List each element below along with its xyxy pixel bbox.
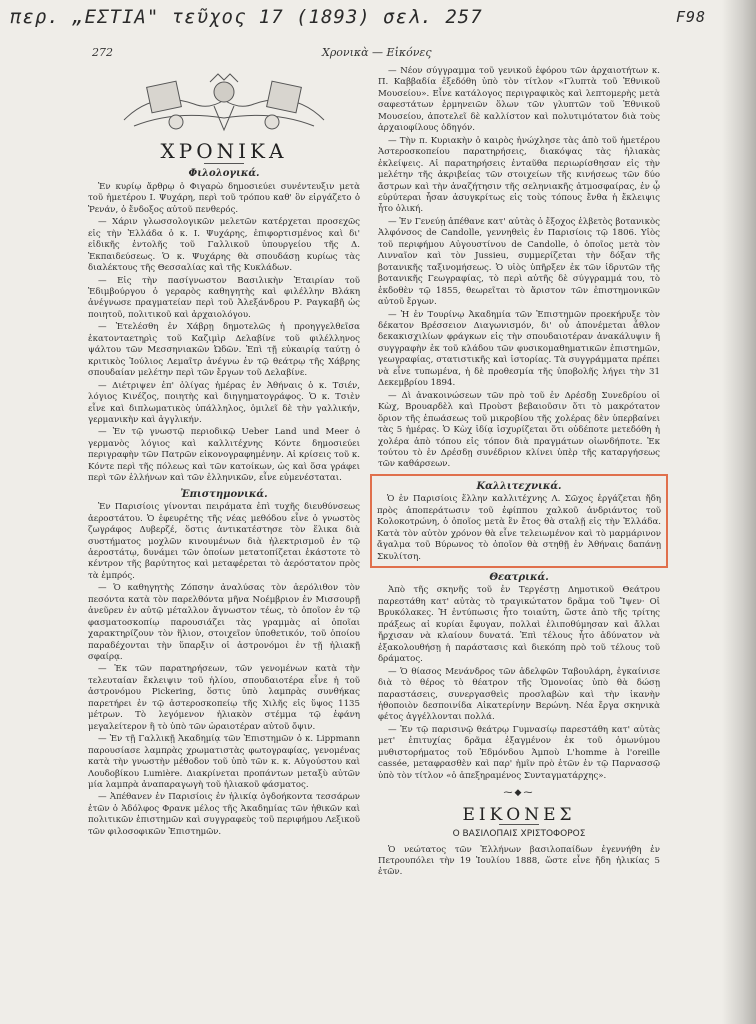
running-head: Χρονικὰ — Εἰκόνες xyxy=(322,46,432,59)
paragraph: — Νέον σύγγραμμα τοῦ γενικοῦ ἐφόρου τῶν ἀρχαιοτήτων κ. Π. Καββαδία ἐξεδόθη ὑπὸ τὸν τίτλον «Γλυπτὰ τοῦ Ἐθνικοῦ Μουσείου». Εἶνε κατάλογος περιγραφικὸς καὶ λεπτομερὴς μετὰ σαφεστάτων ἑρμηνειῶν ὅλων τῶν γλυπτῶν τοῦ Ἐθνικοῦ Μουσείου, ἀποτελεῖ δὲ καλλίστον καὶ πολυτιμότατον διὰ τοὺς ἀρχαιοφίλους ὁδηγόν. xyxy=(378,66,660,134)
archive-code: F98 xyxy=(676,8,707,26)
paragraph: Ἐν Παρισίοις γίνονται πειράματα ἐπὶ τυχῆς διευθύνσεως ἀεροστάτου. Ὁ ἐφευρέτης τῆς νέας μεθόδου εἶνε ὁ γνωστὸς ζωγράφος Δυβερζέ, ὅστις ἀντικατέστησε τὸν ἕλικα διὰ συστήματος μοχλῶν κινουμένων διὰ ἠλεκτρισμοῦ ἐν τῷ ἀεροστάτῳ, δυνάμει τῶν ὁποίων μετατοπίζεται ἐκάστοτε τὸ κέντρον τῆς βαρύτητος καὶ μεταφέρεται τὸ ἀερόστατον πρὸς τὰ ἐμπρός. xyxy=(88,502,360,581)
heading-science: Ἐπιστημονικά. xyxy=(180,488,268,500)
paragraph: Ἀπὸ τῆς σκηνῆς τοῦ ἐν Τεργέστῃ Δημοτικοῦ Θεάτρου παρεστάθη κατ' αὐτὰς τὸ τραγικώτατον δρᾶμα τοῦ Ἴψεν· Οἱ Βρυκόλακες. Ἡ ἐντύπωσις ἦτο τοιαύτη, ὥστε ἀπὸ τῆς τρίτης πράξεως αἱ κυρίαι ἔφυγαν, πολλαὶ ἐλιποθύμησαν καὶ ἄλλαι ἤρχισαν νὰ κλαίουν δυνατά. Ἐπὶ τέλους ἦτο ἀδύνατον νὰ ἐξακολουθήσῃ ἡ παράστασις καὶ διεκόπη πρὸ τοῦ τέλους τοῦ δράματος. xyxy=(378,585,660,665)
paragraph: — Ἐκ τῶν παρατηρήσεων, τῶν γενομένων κατὰ τὴν τελευταίαν ἔκλειψιν τοῦ ἡλίου, σπουδαιοτέρα εἶνε ἡ τοῦ ἀστρονόμου Pickering, ὅστις ὑπὸ λαμπρὰς συνθήκας παρετήρει ἐν τῷ ἀστεροσκοπείῳ τῆς Χιλῆς εἰς ὕψος 1135 μέτρων. Τὸ λεγόμενον ἡλιακὸν στέμμα τῷ ἐφάνη μεγαλείτερον ἢ τὸ ὑπὸ τῶν ὡραιοτέραν αὐτοῦ ὄψιν. xyxy=(88,664,360,732)
paragraph: Ὁ νεώτατος τῶν Ἑλλήνων βασιλοπαίδων ἐγεννήθη ἐν Πετρουπόλει τὴν 19 Ἰουλίου 1888, ὥστε εἶνε ἤδη ἡλικίας 5 ἐτῶν. xyxy=(378,844,660,878)
paragraph: — Ὁ καθηγητὴς Ζόπσην ἀναλύσας τὸν ἀερόλιθον τὸν πεσόντα κατὰ τὸν παρελθόντα μῆνα Νοέμβριον ἐν Μισσουρῇ ἀνεῦρεν ἐν αὐτῷ μέταλλον ἄγνωστον τέως, τὸ ὁποῖον ἐν τῷ φασματοσκοπίῳ παρουσιάζει τὰς γραμμὰς αἱ ὁποῖαι χαρακτηρίζουν τὸν ἥλιον, στοιχεῖον ὑποθετικόν, τοῦ ὁποίου παραδέχονται τὴν ὕπαρξιν οἱ ἀστρονόμοι ἐν τῇ ἡλιακῇ σφαίρᾳ. xyxy=(88,583,360,663)
paragraph: — Ἐτελέσθη ἐν Χάβρῃ δημοτελῶς ἡ προηγγελθεῖσα ἑκατονταετηρὶς τοῦ Καζιμὶρ Δελαβίνε τοῦ φιλέλληνος ψάλτου τῶν Μεσσηνιακῶν Ὠδῶν. Ἐπὶ τῇ εὐκαιρίᾳ ταύτῃ ὁ κριτικὸς Ἰούλιος Λεμαῖτρ ἀνέγνω ἐν τῷ θεάτρῳ τῆς Χάβρης σπουδαίαν μελέτην περὶ τῶν ἔργων τοῦ Δελαβίνε. xyxy=(88,322,360,379)
page-number: 272 xyxy=(92,46,113,59)
heading-fine-arts: Καλλιτεχνικά. xyxy=(476,480,562,492)
paragraph: — Διέτριψεν ἐπ' ὀλίγας ἡμέρας ἐν Ἀθήναις ὁ κ. Τσιέν, λόγιος Κινέζος, ποιητὴς καὶ διηγηματογράφος. Ὁ κ. Τσιὲν εἶνε καὶ διπλωματικὸς ὑπάλληλος, ὁμιλεῖ δὲ τὴν γαλλικήν, γερμανικὴν καὶ ἀγγλικήν. xyxy=(88,380,360,425)
left-column xyxy=(88,66,360,839)
paragraph: — Ἐν τῷ παρισινῷ θεάτρῳ Γυμνασίῳ παρεστάθη κατ' αὐτὰς μετ' ἐπιτυχίας δρᾶμα ἐξαγμένον ἐκ τοῦ ὁμωνύμου μυθιστορήματος τοῦ Ἐδμόνδου Ἀμποὺ L'homme à l'oreille cassée, μεταφρασθὲν καὶ παρ' ἡμῖν πρὸ ἐτῶν ἐν τῷ Παρνασσῷ ὑπὸ τὸν τίτλον «ὁ ἀπεξηραμένος Συνταγματάρχης». xyxy=(378,724,660,781)
eikones-subtitle: Ο ΒΑΣΙΛΟΠΑΙΣ ΧΡΙΣΤΟΦΟΡΟΣ xyxy=(452,829,586,840)
right-column xyxy=(378,66,660,880)
ornament-icon xyxy=(114,70,334,138)
ornamental-rule-icon: ⁓◆⁓ xyxy=(503,788,535,799)
paragraph: — Δὶ ἀνακοινώσεων τῶν πρὸ τοῦ ἐν Δρέσδῃ Συνεδρίου οἱ Κὼχ, Βρουαρδὲλ καὶ Προὺστ βεβαιοῦσιν ὅτι τὸ μακρότατον ὅριον τῆς ἐπωάσεως τοῦ μικροβίου τῆς χολέρας δὲν ὑπερβαίνει τὰς 5 ἡμέρας. Ὁ Κὼχ ἰδίᾳ ἰσχυρίζεται ὅτι οὐδέποτε μετεδόθη ἡ χολέρα ἀπὸ τόπου εἰς τόπον διὰ πραγμάτων οἰωνδήποτε. Ἐκ τούτου τὸ ἐν Δρέσδῃ συνέδριον κλίνει ὑπὲρ τῆς καταργήσεως τῶν καθάρσεων. xyxy=(378,390,660,470)
paragraph: Ὁ ἐν Παρισίοις ἕλλην καλλιτέχνης Λ. Σῶχος ἐργάζεται ἤδη πρὸς ἀποπεράτωσιν τοῦ ἐφίππου χαλκοῦ ἀνδριάντος τοῦ Κολοκοτρώνη, ὁ ὁποῖος μετὰ ἓν ἔτος θὰ σταλῇ εἰς τὴν Ἑλλάδα. Κατὰ τὸν αὐτὸν χρόνον θὰ εἶνε τελειωμένον καὶ τὸ μαρμάρινον ἄγαλμα τοῦ Βύρωνος τὸ ὁποῖον θὰ στηθῇ ἐν Ἀθήναις δαπάνῃ Σκυλίτση. xyxy=(377,494,661,562)
paragraph: — Ἐν Γενεύῃ ἀπέθανε κατ' αὐτὰς ὁ ἔξοχος ἐλβετὸς βοτανικὸς Ἀλφόνσος de Candolle, γεννηθεὶς ἐν Παρισίοις τῷ 1806. Υἱὸς τοῦ περιφήμου Αὐγουστίνου de Candolle, ὁ ὁποῖος μετὰ τὸν Λινναῖον καὶ τὸν Jussieu, συμμερίζεται τὴν δόξαν τῆς βοτανικῆς ταξινομήσεως. Ὁ υἱὸς ὑπῆρξεν ἐκ τῶν ἱδρυτῶν τῆς βοτανικῆς Γεωγραφίας, τὸ περὶ αὐτῆς δὲ σύγγραμμά του, τὸ ἐκδοθὲν τῷ 1855, θεωρεῖται τὸ ἄριστον τῶν ἐπιστημονικῶν αὐτοῦ ἔργων. xyxy=(378,216,660,308)
paragraph: — Εἰς τὴν πασίγνωστον Βασιλικὴν Ἑταιρίαν τοῦ Ἐδιμβούργου ὁ γεραρὸς καθηγητὴς καὶ φιλέλλην Βλάκη ἀνέγνωσε πραγματείαν περὶ τοῦ Ἀλεξάνδρου Ρ. Ραγκαβῆ ὡς ποιητοῦ, πολιτικοῦ καὶ ἀρχαιολόγου. xyxy=(88,275,360,320)
paragraph: — Ὁ θίασος Μενάνδρος τῶν ἀδελφῶν Ταβουλάρη, ἐγκαίνισε διὰ τὸ θέρος τὸ θέατρον τῆς Ὁμονοίας ὑπὸ θὰ δώσῃ παραστάσεις, συνεργασθεὶς προσλαβὼν καὶ τὴν ἱκανὴν ἠθοποιὸν δεσποινίδα Αἰκατερίνην Βερώνη. Νέα ἔργα σκηνικὰ φέτος ἀγγέλλονται πολλά. xyxy=(378,666,660,723)
handwritten-note: περ. „ΕΣΤΙΑ" τεῦχος 17 (1893) σελ. 257 xyxy=(10,6,483,28)
divider xyxy=(204,163,244,164)
paragraph: — Τὴν π. Κυριακὴν ὁ καιρὸς ἠνώχλησε τὰς ἀπὸ τοῦ ἡμετέρου Ἀστεροσκοπείου παρατηρήσεις, διακόψας τὰς ἡλιακὰς ἐκλείψεις. Αἱ παρατηρήσεις ἐνταῦθα περιωρίσθησαν εἰς τὴν μελέτην τῆς ἀκριβείας τῶν στοιχείων τῆς κινήσεως τῶν δύο ἄστρων καὶ τὴν ἀναζήτησιν τῆς σεληνιακῆς ἀτμοσφαίρας, ἐν ᾧ εὑρύτεραι ἦσαν ἀσυγκρίτως εἰς τοὺς τόπους ἔνθα ἡ ἔκλειψις ἦτο ὁλική. xyxy=(378,135,660,215)
section-title-eikones: ΕΙΚΟΝΕΣ xyxy=(462,804,576,825)
heading-philology: Φιλολογικά. xyxy=(188,168,260,180)
highlight-box-fine-arts xyxy=(370,474,668,568)
paragraph: — Ἐν τῇ Γαλλικῇ Ἀκαδημίᾳ τῶν Ἐπιστημῶν ὁ κ. Lippmann παρουσίασε λαμπρὰς χρωματιστὰς φωτογραφίας, γενομένας κατὰ τὴν γνωστὴν μέθοδον τοῦ ὑπὸ τῶν κ. κ. Αὐγούστου καὶ Λουδοβίκου Lumière. Διακρίνεται προπάντων μεταξὺ αὐτῶν μία λαμπρὰ ἀναπαραγωγὴ τοῦ ἡλιακοῦ φάσματος. xyxy=(88,734,360,791)
paragraph: — Ἐν τῷ γνωστῷ περιοδικῷ Ueber Land und Meer ὁ γερμανὸς λόγιος καὶ καλλιτέχνης Κόντε δημοσιεύει περιγραφὴν τῶν Πατρῶν εἰκονογραφημένην. Αἱ κρίσεις τοῦ κ. Κόντε περὶ τῆς πόλεως καὶ τῶν κατοίκων, ὡς καὶ ὅσα γράφει περὶ τῶν ἑλλήνων καὶ τῶν ἑλληνικῶν, εἶνε εὐμενέσταται. xyxy=(88,427,360,484)
paragraph: — Ἀπέθανεν ἐν Παρισίοις ἐν ἡλικίᾳ ὀγδοήκοντα τεσσάρων ἐτῶν ὁ Ἀδόλφος Φρανκ μέλος τῆς Ἀκαδημίας τῶν ἠθικῶν καὶ πολιτικῶν ἐπιστημῶν καὶ συγγραφεὺς τοῦ περιφήμου Λεξικοῦ τῶν φιλοσοφικῶν Ἐπιστημῶν. xyxy=(88,792,360,837)
section-title-chronika: ΧΡΟΝΙΚΑ xyxy=(160,139,288,163)
paragraph: — Χάριν γλωσσολογικῶν μελετῶν κατέρχεται προσεχῶς εἰς τὴν Ἑλλάδα ὁ κ. Ι. Ψυχάρης, ἐπιφορτισμένος καὶ δι' εἰδικῆς ἐντολῆς τοῦ Γαλλικοῦ ὑπουργείου τῆς Δ. Ἐκπαιδεύσεως. Ὁ κ. Ψυχάρης θὰ σπουδάσῃ κυρίως τὰς διαλέκτους τῆς Θεσσαλίας καὶ τῆς Κυκλάδων. xyxy=(88,217,360,274)
paragraph: — Ἡ ἐν Τουρίνῳ Ἀκαδημία τῶν Ἐπιστημῶν προεκήρυξε τὸν δέκατον Βρέσσειον Διαγωνισμόν, δι' οὗ ἀπονέμεται ἆθλον δεκακισχιλίων φράγκων εἰς τὴν σπουδαιοτέραν ἀνακάλυψιν ἢ συγγραφὴν ἐκ τοῦ κλάδου τῶν φυσικομαθηματικῶν ἐπιστημῶν, γεωγραφίας, στατιστικῆς καὶ ἱστορίας. Τὰ συγγράμματα πρέπει νὰ εἶνε τυπωμένα, ἡ δὲ προθεσμία τῆς ὑποβολῆς λήγει τὴν 31 Δεκεμβρίου 1894. xyxy=(378,309,660,389)
heading-theater: Θεατρικά. xyxy=(489,572,549,584)
paragraph: Ἐν κυρίῳ ἄρθρῳ ὁ Φιγαρὼ δημοσιεύει συνέντευξιν μετὰ τοῦ ἡμετέρου Ι. Ψυχάρη, περὶ τοῦ τρόπου καθ' ὃν εἰργάζετο ὁ Ῥενάν, ὁ ἔνδοξος αὐτοῦ πενθερός. xyxy=(88,181,360,215)
